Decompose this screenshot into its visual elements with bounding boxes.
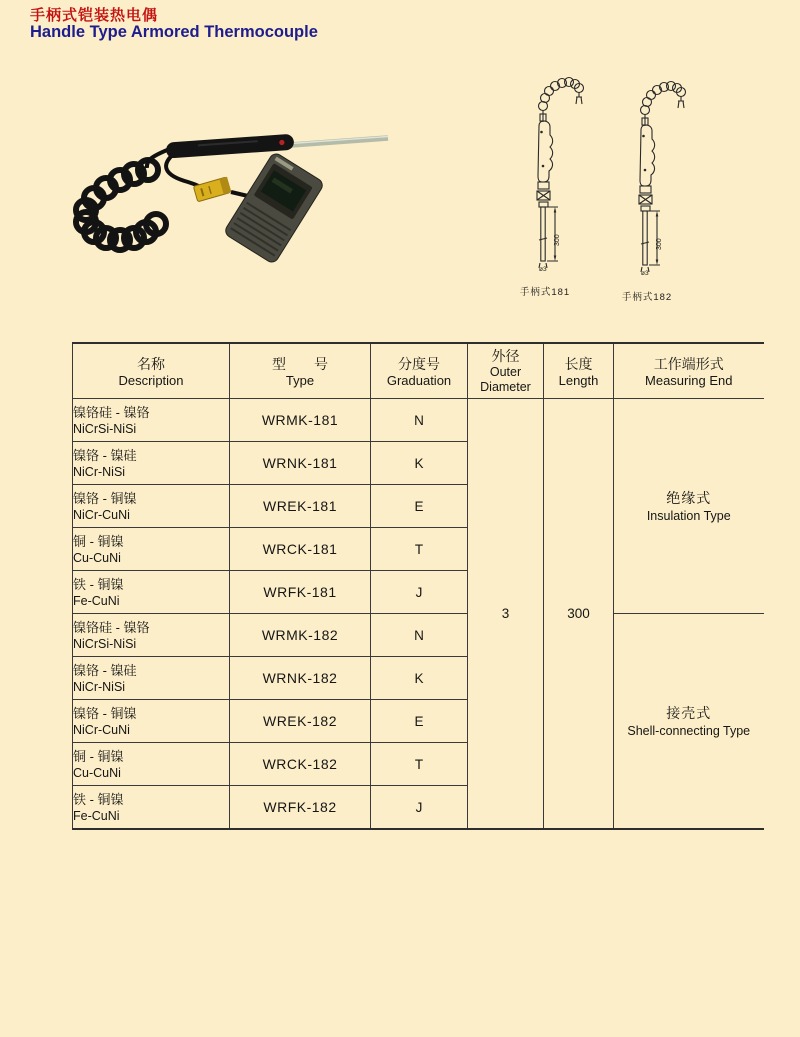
header-graduation: 分度号 Graduation (371, 343, 468, 399)
cell-description: 镍铬硅 - 镍铬 NiCrSi-NiSi (73, 614, 230, 657)
cell-graduation: N (371, 614, 468, 657)
cell-description: 镍铬 - 镍硅 NiCr-NiSi (73, 657, 230, 700)
length-dimension-label: 300 (554, 234, 561, 246)
coiled-cable (76, 160, 166, 250)
drawing-182-caption: 手柄式182 (621, 292, 673, 303)
cell-description: 镍铬硅 - 镍铬 NiCrSi-NiSi (73, 399, 230, 442)
drawing-181-caption: 手柄式181 (519, 287, 571, 298)
cell-graduation: K (371, 657, 468, 700)
header-description: 名称 Description (73, 343, 230, 399)
cell-description: 铁 - 铜镍 Fe-CuNi (73, 786, 230, 830)
header-length: 长度 Length (544, 343, 614, 399)
drawing-182 (605, 76, 689, 281)
cell-graduation: T (371, 743, 468, 786)
probe-rod (291, 138, 388, 145)
cell-description: 铁 - 铜镍 Fe-CuNi (73, 571, 230, 614)
table-row (73, 399, 764, 442)
cell-outer-diameter-value: 3 (468, 399, 544, 830)
page-title-english: Handle Type Armored Thermocouple (30, 23, 318, 41)
digital-meter (223, 151, 325, 264)
cell-type: WRFK-182 (230, 786, 371, 830)
cell-type: WRMK-182 (230, 614, 371, 657)
cell-type: WRNK-181 (230, 442, 371, 485)
cell-length-value: 300 (544, 399, 614, 830)
cell-type: WRFK-181 (230, 571, 371, 614)
header-type: 型 号 Type (230, 343, 371, 399)
table-row (73, 614, 764, 657)
cell-graduation: J (371, 786, 468, 830)
cell-measuring-end-insulation: 绝缘式 Insulation Type (614, 399, 764, 614)
spec-table (72, 342, 764, 830)
cell-description: 镍铬 - 铜镍 NiCr-CuNi (73, 700, 230, 743)
page-title-chinese: 手柄式铠装热电偶 (30, 7, 159, 24)
cell-description: 镍铬 - 铜镍 NiCr-CuNi (73, 485, 230, 528)
cell-type: WREK-182 (230, 700, 371, 743)
cell-description: 镍铬 - 镍硅 NiCr-NiSi (73, 442, 230, 485)
diameter-dimension-label: ø3 (539, 266, 547, 273)
cell-type: WRMK-181 (230, 399, 371, 442)
cell-graduation: N (371, 399, 468, 442)
cell-graduation: E (371, 485, 468, 528)
cell-description: 铜 - 铜镍 Cu-CuNi (73, 528, 230, 571)
cell-graduation: J (371, 571, 468, 614)
header-row (73, 343, 764, 399)
header-outer-diameter: 外径 Outer Diameter (468, 343, 544, 399)
header-measuring-end: 工作端形式 Measuring End (614, 343, 764, 399)
cell-type: WREK-181 (230, 485, 371, 528)
cell-graduation: E (371, 700, 468, 743)
cell-measuring-end-shell: 接壳式 Shell-connecting Type (614, 614, 764, 830)
connector-lead (231, 192, 248, 196)
product-photo (48, 108, 398, 268)
cell-type: WRNK-182 (230, 657, 371, 700)
cell-description: 铜 - 铜镍 Cu-CuNi (73, 743, 230, 786)
drawing-181 (503, 72, 587, 277)
cell-graduation: K (371, 442, 468, 485)
length-dimension-label: 300 (656, 238, 663, 250)
product-photo-art (48, 108, 398, 268)
cell-type: WRCK-182 (230, 743, 371, 786)
thermocouple-connector (193, 177, 231, 202)
cell-type: WRCK-181 (230, 528, 371, 571)
cell-graduation: T (371, 528, 468, 571)
diameter-dimension-label: ø3 (641, 270, 649, 277)
